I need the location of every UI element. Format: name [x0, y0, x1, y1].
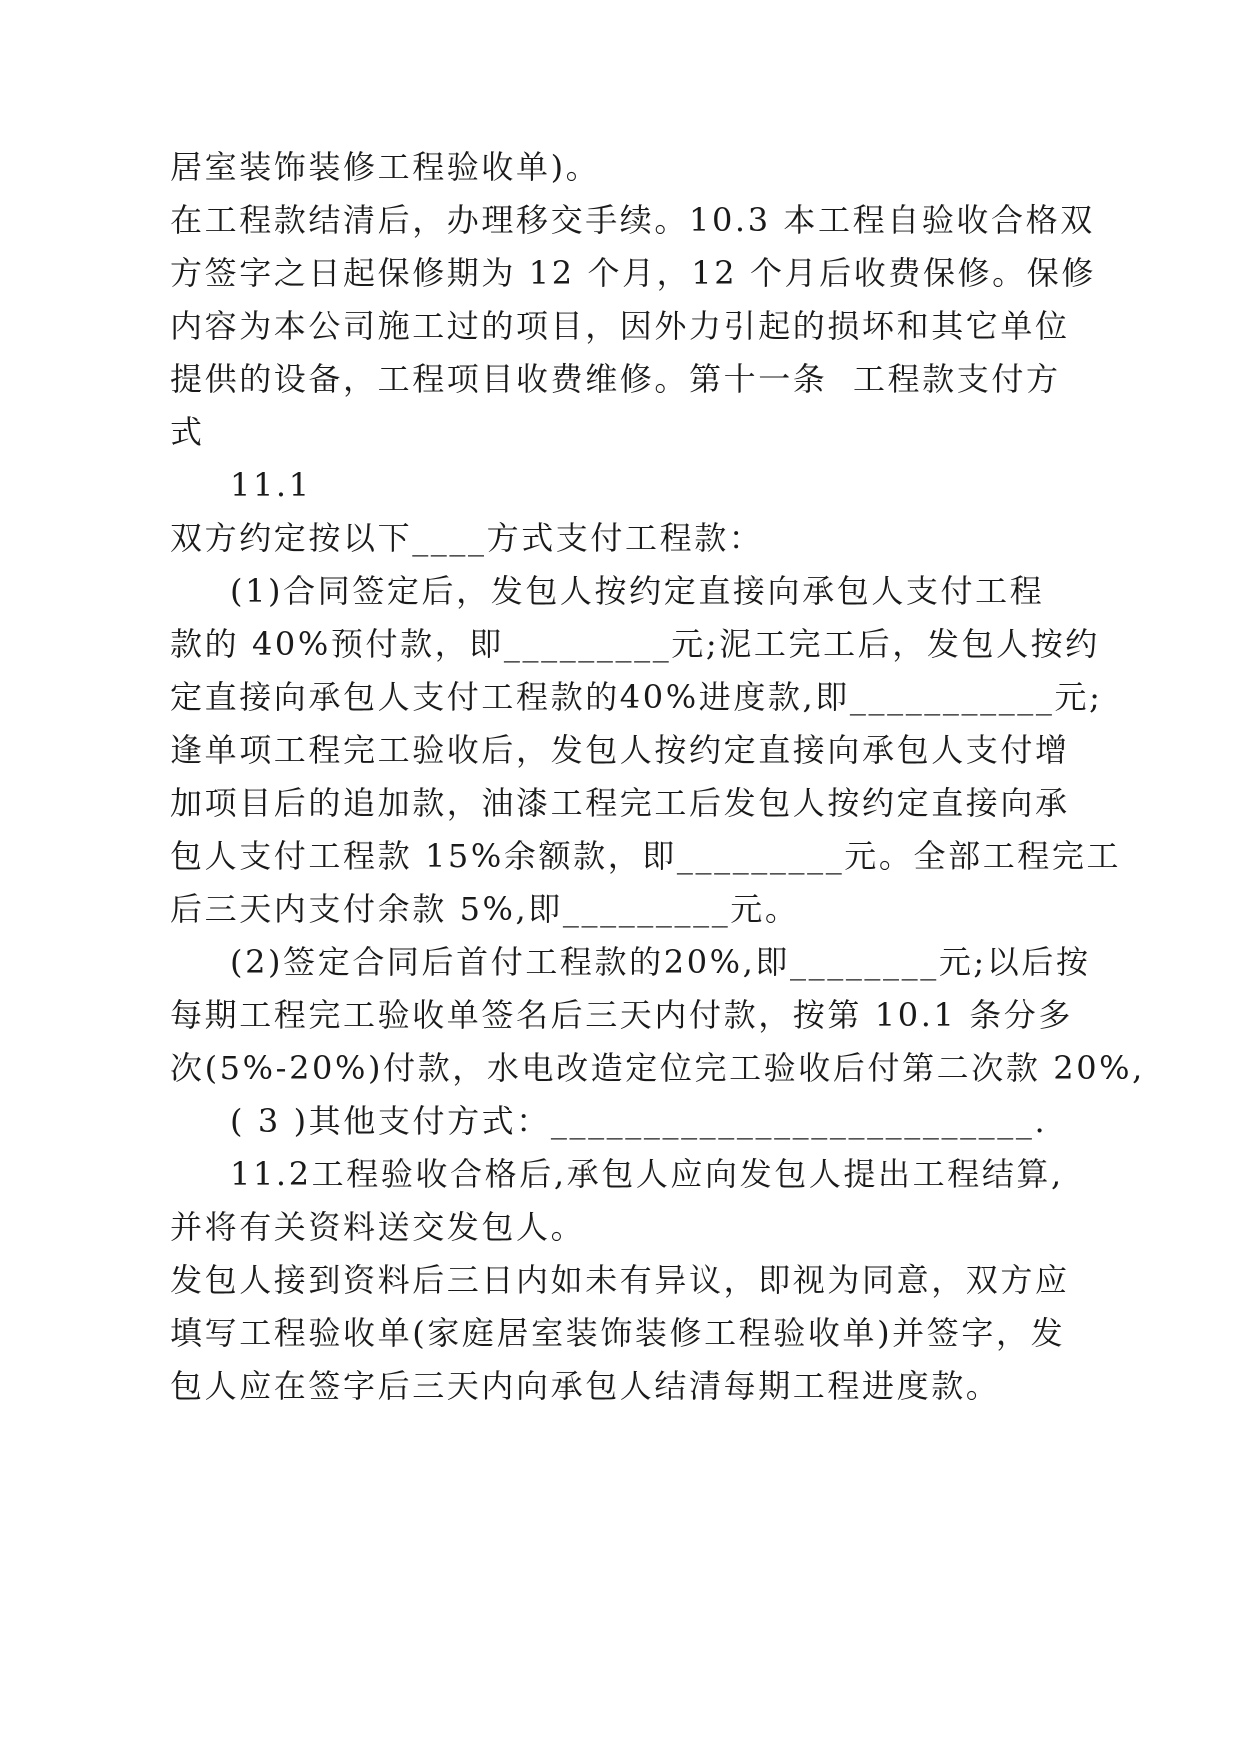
text-line: 双方约定按以下____方式支付工程款：	[170, 519, 764, 557]
text-line: 定直接向承包人支付工程款的40%进度款,即___________元;	[170, 678, 1103, 716]
text-line: 在工程款结清后，办理移交手续。10.3 本工程自验收合格双	[170, 201, 1095, 239]
text-line: 包人支付工程款 15%余额款，即_________元。全部工程完工	[170, 837, 1122, 875]
text-line: 填写工程验收单(家庭居室装饰装修工程验收单)并签字，发	[170, 1314, 1066, 1352]
text-line: 发包人接到资料后三日内如未有异议，即视为同意，双方应	[170, 1261, 1070, 1299]
text-line: 次(5%-20%)付款，水电改造定位完工验收后付第二次款 20%,	[170, 1049, 1145, 1087]
text-line: 每期工程完工验收单签名后三天内付款，按第 10.1 条分多	[170, 996, 1073, 1034]
text-line: ( 3 )其他支付方式：__________________________.	[230, 1102, 1048, 1140]
text-line: 逢单项工程完工验收后，发包人按约定直接向承包人支付增	[170, 731, 1070, 769]
section-number: 11.1	[230, 466, 312, 504]
text-line: 款的 40%预付款，即_________元;泥工完工后，发包人按约	[170, 625, 1100, 663]
text-line: 方签字之日起保修期为 12 个月，12 个月后收费保修。保修	[170, 254, 1096, 292]
text-line: 11.2工程验收合格后,承包人应向发包人提出工程结算,	[230, 1155, 1064, 1193]
text-line: 并将有关资料送交发包人。	[170, 1208, 586, 1246]
text-line: 式	[170, 413, 205, 451]
text-line: 加项目后的追加款，油漆工程完工后发包人按约定直接向承	[170, 784, 1070, 822]
text-line: 居室装饰装修工程验收单)。	[170, 148, 601, 186]
text-line: 后三天内支付余款 5%,即_________元。	[170, 890, 800, 928]
text-line: 提供的设备，工程项目收费维修。第十一条 工程款支付方	[170, 360, 1061, 398]
text-line: 包人应在签字后三天内向承包人结清每期工程进度款。	[170, 1367, 1001, 1405]
text-line: (2)签定合同后首付工程款的20%,即________元;以后按	[230, 943, 1091, 981]
text-line: 内容为本公司施工过的项目，因外力引起的损坏和其它单位	[170, 307, 1070, 345]
text-line: (1)合同签定后，发包人按约定直接向承包人支付工程	[230, 572, 1045, 610]
